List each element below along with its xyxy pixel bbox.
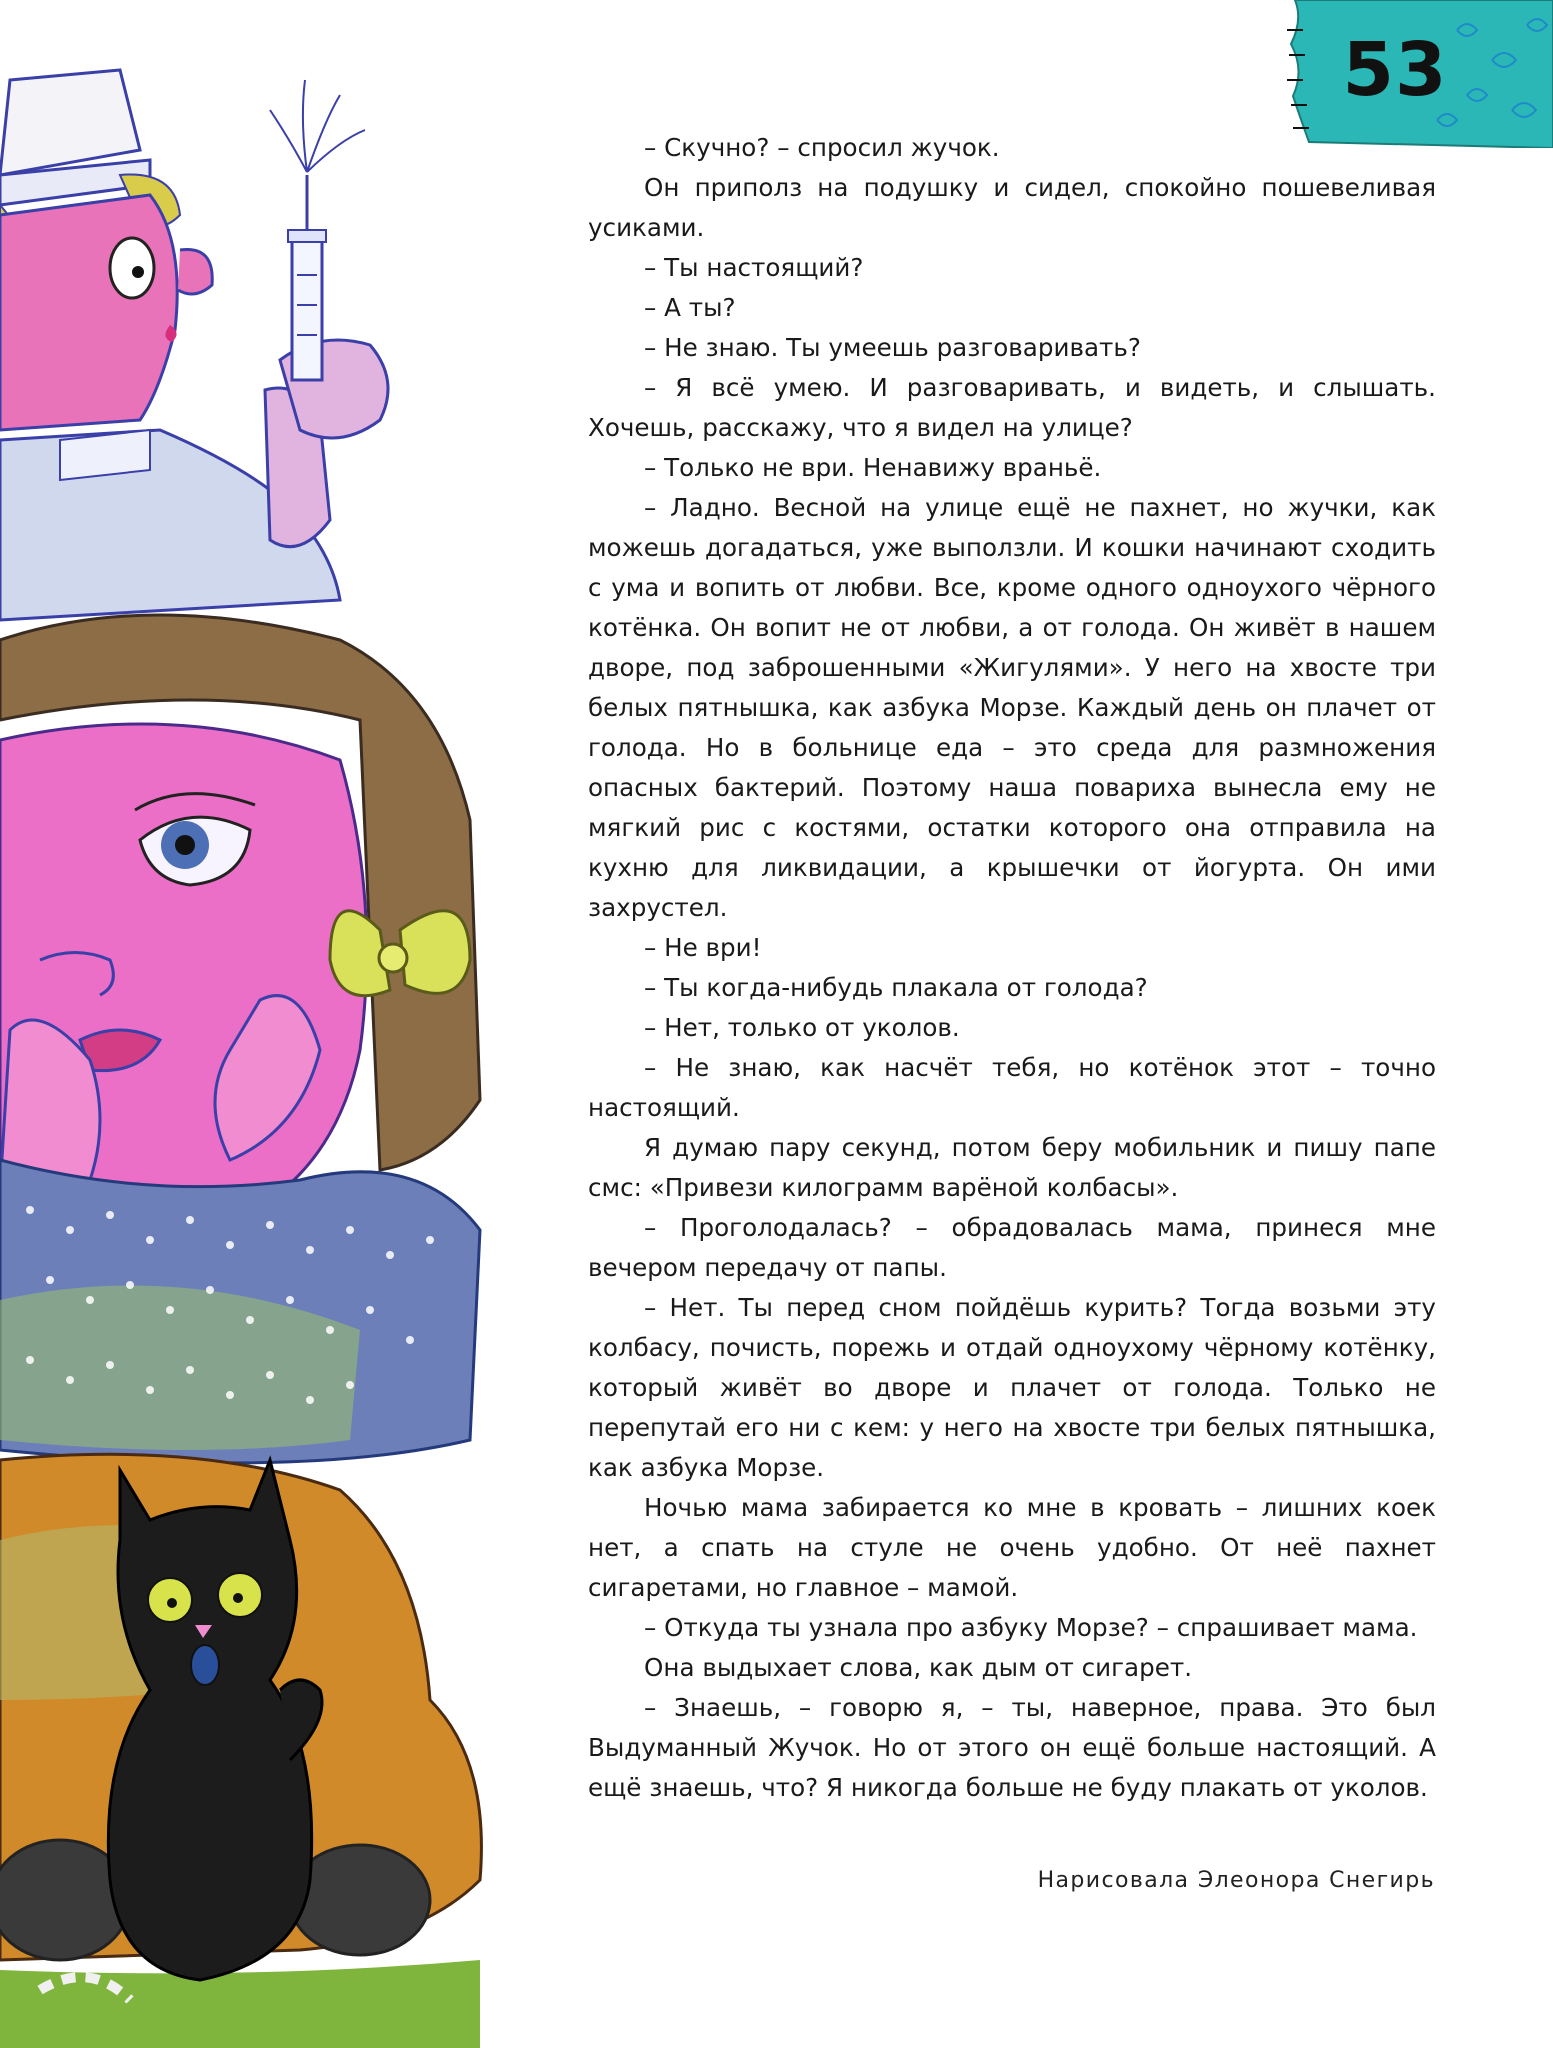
paragraph: Она выдыхает слова, как дым от сигарет. <box>644 1653 1193 1682</box>
paragraph: – А ты? <box>644 293 736 322</box>
paragraph: Я думаю пару секунд, потом беру мобильник и пишу папе смс: «Привези килограмм варёной колбасы». <box>588 1133 1436 1202</box>
paragraph: – Ты настоящий? <box>644 253 864 282</box>
paragraph: – Откуда ты узнала про азбуку Морзе? – спрашивает мама. <box>644 1613 1418 1642</box>
paragraph: – Ладно. Весной на улице ещё не пахнет, но жучки, как можешь догадаться, уже выползли. И кошки начинают сходить с ума и вопить от любви. Все, кроме одного одноухого чёрного котёнка. Он вопит не от любви, а от голода. Он живёт в нашем дворе, под заброшенными «Жигулями». У него на хвосте три белых пятнышка, как азбука Морзе. Каждый день он плачет от голода. Но в больнице еда – это среда для размножения опасных бактерий. Поэтому наша повариха вынесла ему не мягкий рис с костями, остатки которого она отправила на кухню для ликвидации, а крышечки от йогурта. Он ими захрустел. <box>588 493 1436 922</box>
paragraph: – Не знаю, как насчёт тебя, но котёнок этот – точно настоящий. <box>588 1053 1436 1122</box>
paragraph: – Нет, только от уколов. <box>644 1013 960 1042</box>
paragraph: – Только не ври. Ненавижу враньё. <box>644 453 1102 482</box>
paragraph: – Я всё умею. И разговаривать, и видеть, и слышать. Хочешь, расскажу, что я видел на улице? <box>588 373 1436 442</box>
page-number: 53 <box>1342 27 1448 113</box>
story-text <box>588 128 1436 1808</box>
paragraph: Ночью мама забирается ко мне в кровать – лишних коек нет, а спать на стуле не очень удобно. От неё пахнет сигаретами, но главное – мамой. <box>588 1493 1436 1602</box>
paragraph: Он приполз на подушку и сидел, спокойно пошевеливая усиками. <box>588 173 1436 242</box>
paragraph: – Скучно? – спросил жучок. <box>644 133 1000 162</box>
illustrator-credit: Нарисовала Элеонора Снегирь <box>1037 1868 1435 1893</box>
paragraph: – Ты когда-нибудь плакала от голода? <box>644 973 1148 1002</box>
illustration <box>0 0 560 2048</box>
syringe-icon <box>270 80 365 380</box>
paragraph: – Знаешь, – говорю я, – ты, наверное, права. Это был Выдуманный Жучок. Но от этого он ещё больше настоящий. А ещё знаешь, что? Я никогда больше не буду плакать от уколов. <box>588 1693 1436 1802</box>
page-number-tab <box>1287 0 1553 148</box>
paragraph: – Не знаю. Ты умеешь разговаривать? <box>644 333 1141 362</box>
paragraph: – Не ври! <box>644 933 762 962</box>
paragraph: – Проголодалась? – обрадовалась мама, принеся мне вечером передачу от папы. <box>588 1213 1436 1282</box>
girl-face-icon <box>0 615 480 1463</box>
paragraph: – Нет. Ты перед сном пойдёшь курить? Тогда возьми эту колбасу, почисть, порежь и отдай одноухому чёрному котёнку, который живёт во дворе и плачет от голода. Только не перепутай его ни с кем: у него на хвосте три белых пятнышка, как азбука Морзе. <box>588 1293 1436 1482</box>
